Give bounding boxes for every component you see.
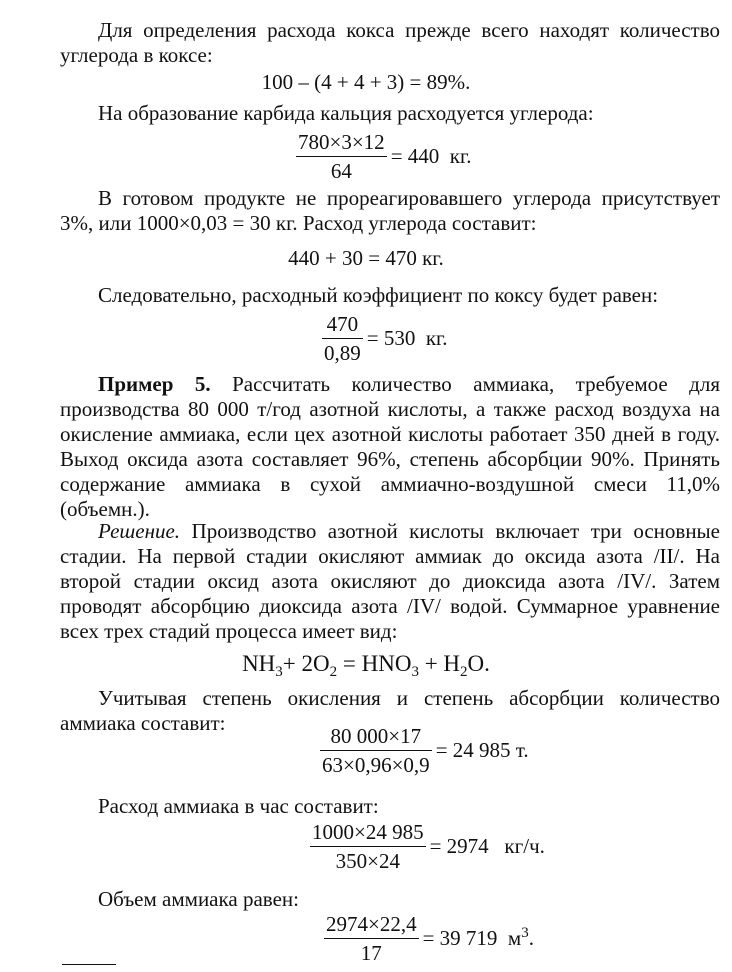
fraction-carbide-carbon [296,130,471,183]
fraction-result [423,926,534,951]
footnote-rule [62,964,116,965]
paragraph-unreacted-carbon: В готовом продукте не прореагировавшего углерода присутствует 3%, или 1000×0,03 = 30 кг. Расход углерода составит: [60,186,720,235]
formula-subscript: 2 [460,664,468,680]
formula-part: = HNO [337,651,412,676]
formula-part: + H [418,651,461,676]
result-end: . [528,926,534,950]
solution-text: Производство азотной кислоты включает три основные стадии. На первой стадии окисляют аммиак до оксида азота /II/. На второй стадии оксид азота окисляют до диоксида азота /IV/. Затем проводят абсорбцию диоксида азота /IV/ водой. Суммарное уравнение всех трех стадий процесса имеет вид: [60,519,720,643]
fraction-result: = 2974 кг/ч. [429,834,545,858]
fraction-hourly-consumption [310,820,545,873]
fraction-numerator: 780×3×12 [298,130,385,154]
equation-carbon-content: 100 – (4 + 4 + 3) = 89%. [261,70,471,94]
example-label: Пример 5. [98,372,211,396]
example-text: Рассчитать количество аммиака, требуемое для производства 80 000 т/год азотной кислоты, а также расход воздуха на окисление аммиака, если цех азотной кислоты работает 350 дней в году. Выход оксида азота составляет 96%, степень абсорбции 90%. Принять содержание аммиака в сухой аммиачно-воздушной смеси 11,0% (объемн.). [60,372,720,521]
result-text: = 39 719 м [422,926,522,950]
paragraph-carbide-carbon: На образование карбида кальция расходуется углерода: [98,101,594,125]
fraction-denominator: 64 [330,159,352,183]
fraction-result: = 530 кг. [366,326,448,350]
fraction-ammonia-volume [324,912,534,965]
paragraph-coke-coefficient: Следовательно, расходный коэффициент по коксу будет равен: [98,283,659,307]
paragraph-hourly-consumption: Расход аммиака в час составит: [98,794,379,818]
formula-part: + 2O [282,651,330,676]
fraction-ammonia-amount [320,724,529,777]
formula-subscript: 3 [411,664,419,680]
fraction-result: = 440 кг. [390,144,472,168]
fraction-result: = 24 985 т. [435,738,529,762]
fraction-coke-coefficient [322,312,448,365]
fraction-denominator: 63×0,96×0,9 [322,753,430,777]
fraction-denominator: 0,89 [324,341,361,365]
fraction-denominator: 17 [360,941,382,965]
formula-subscript: 3 [275,664,283,680]
fraction-numerator: 1000×24 985 [312,820,424,844]
formula-part: NH [242,651,276,676]
paragraph-ammonia-amount: Учитывая степень окисления и степень абсорбции количество аммиака составит: [60,686,720,735]
paragraph-ammonia-volume: Объем аммиака равен: [98,887,299,911]
result-superscript: 3 [521,925,529,941]
fraction-numerator: 80 000×17 [330,724,422,748]
paragraph-solution [60,519,720,644]
formula-part: O. [467,651,490,676]
solution-label: Решение. [98,519,181,543]
fraction-numerator: 470 [326,312,359,336]
fraction-denominator: 350×24 [335,849,400,873]
equation-nitric-acid [0,651,732,680]
paragraph-example-5 [60,372,720,522]
equation-carbon-total: 440 + 30 = 470 кг. [288,246,444,270]
paragraph-coke-carbon: Для определения расхода кокса прежде всего находят количество углерода в коксе: [60,18,720,67]
formula-subscript: 2 [329,664,338,680]
fraction-numerator: 2974×22,4 [326,912,417,936]
